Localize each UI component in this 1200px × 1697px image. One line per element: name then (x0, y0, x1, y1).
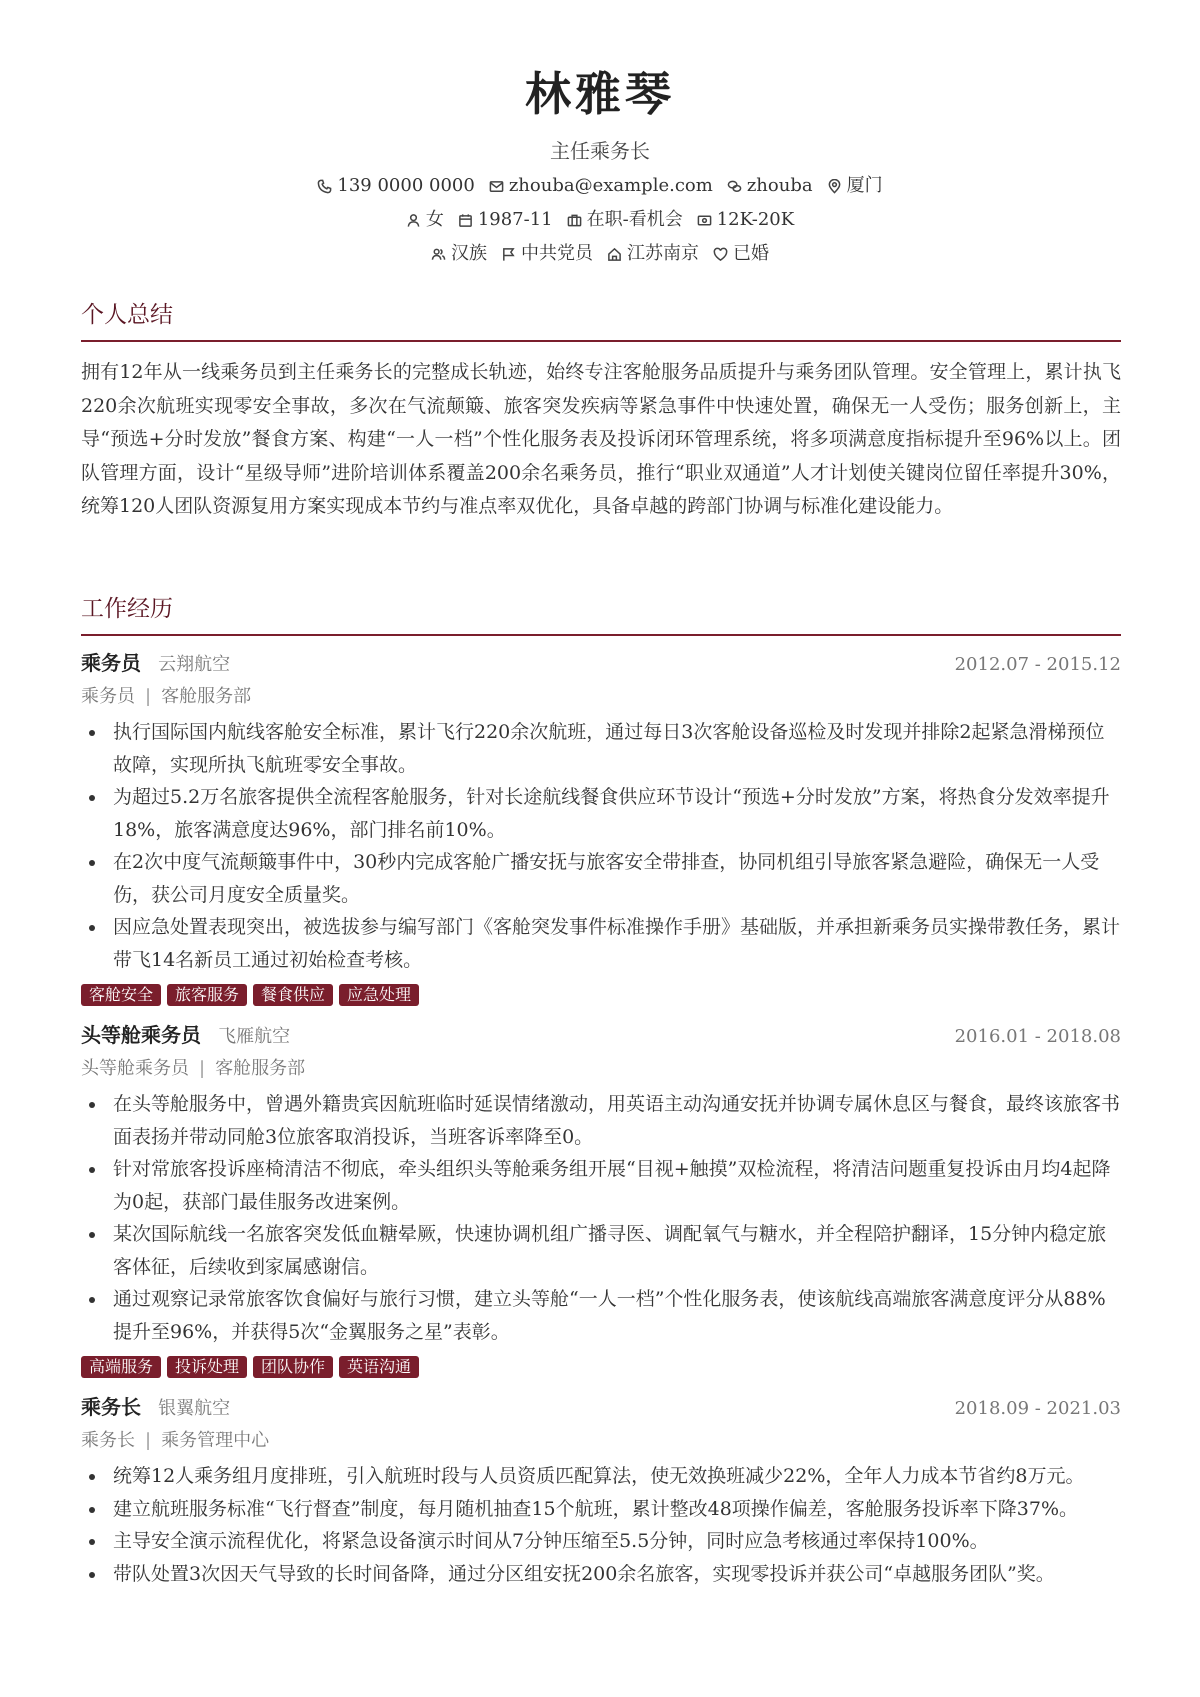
info-birth: 1987-11 (458, 206, 553, 234)
wechat-icon (727, 179, 742, 194)
bullet-item: 执行国际国内航线客舱安全标准，累计飞行220余次航班，通过每日3次客舱设备巡检及时发现并排除2起紧急滑梯预位故障，实现所执飞航班零安全事故。 (81, 716, 1121, 781)
location-icon (827, 179, 842, 194)
job-company: 云翔航空 (158, 654, 231, 675)
job-bullets (81, 1460, 1121, 1590)
contact-location: 厦门 (827, 172, 883, 200)
job-tags (81, 1356, 1121, 1378)
bullet-item: 在头等舱服务中，曾遇外籍贵宾因航班临时延误情绪激动，用英语主动沟通安抚并协调专属休息区与餐食，最终该旅客书面表扬并带动同舱3位旅客取消投诉，当班客诉率降至0。 (81, 1088, 1121, 1153)
skill-tag: 应急处理 (339, 984, 419, 1006)
info-status: 在职-看机会 (567, 206, 683, 234)
job-department: 客舱服务部 (161, 686, 252, 707)
skill-tag: 投诉处理 (167, 1356, 247, 1378)
separator: | (199, 1058, 206, 1079)
mail-icon (489, 179, 504, 194)
job-role-line (81, 682, 1121, 712)
job-bullets (81, 716, 1121, 976)
info-salary: 12K-20K (697, 206, 794, 234)
briefcase-icon (567, 213, 582, 228)
skill-tag: 餐食供应 (253, 984, 333, 1006)
job-date: 2018.09 - 2021.03 (954, 1398, 1121, 1419)
separator: | (145, 686, 152, 707)
job-bullets (81, 1088, 1121, 1348)
heart-icon (713, 247, 728, 262)
bullet-item: 在2次中度气流颠簸事件中，30秒内完成客舱广播安抚与旅客安全带排查，协同机组引导旅客紧急避险，确保无一人受伤，获公司月度安全质量奖。 (81, 846, 1121, 911)
job-company: 飞雁航空 (218, 1026, 291, 1047)
info-political: 中共党员 (501, 240, 593, 268)
skill-tag: 客舱安全 (81, 984, 161, 1006)
money-icon (697, 213, 712, 228)
bullet-item: 针对常旅客投诉座椅清洁不彻底，牵头组织头等舱乘务组开展“目视+触摸”双检流程，将清洁问题重复投诉由月均4起降为0起，获部门最佳服务改进案例。 (81, 1153, 1121, 1218)
info-marital: 已婚 (713, 240, 769, 268)
contact-row-1 (0, 172, 1200, 200)
summary-text: 拥有12年从一线乘务员到主任乘务长的完整成长轨迹，始终专注客舱服务品质提升与乘务团队管理。安全管理上，累计执飞220余次航班实现零安全事故，多次在气流颠簸、旅客突发疾病等紧急事件中快速处置，确保无一人受伤；服务创新上，主导“预选+分时发放”餐食方案、构建“一人一档”个性化服务表及投诉闭环管理系统，将多项满意度指标提升至96%以上。团队管理方面，设计“星级导师”进阶培训体系覆盖200余名乘务员，推行“职业双通道”人才计划使关键岗位留任率提升30%，统筹120人团队资源复用方案实现成本节约与准点率双优化，具备卓越的跨部门协调与标准化建设能力。 (81, 361, 1121, 517)
job-role-line (81, 1054, 1121, 1084)
candidate-name: 林雅琴 (525, 67, 675, 121)
info-ethnicity: 汉族 (431, 240, 487, 268)
people-icon (431, 247, 446, 262)
skill-tag: 旅客服务 (167, 984, 247, 1006)
bullet-item: 主导安全演示流程优化，将紧急设备演示时间从7分钟压缩至5.5分钟，同时应急考核通过率保持100%。 (81, 1525, 1121, 1558)
job-role: 头等舱乘务员 (81, 1058, 189, 1079)
home-icon (607, 247, 622, 262)
job-date: 2012.07 - 2015.12 (954, 654, 1121, 675)
contact-phone[interactable]: 139 0000 0000 (317, 172, 474, 200)
job-company: 银翼航空 (158, 1398, 231, 1419)
user-icon (406, 213, 421, 228)
resume-header (0, 0, 1200, 268)
separator: | (145, 1430, 152, 1451)
skill-tag: 团队协作 (253, 1356, 333, 1378)
contact-row-2 (0, 206, 1200, 234)
info-gender: 女 (406, 206, 444, 234)
bullet-item: 为超过5.2万名旅客提供全流程客舱服务，针对长途航线餐食供应环节设计“预选+分时发放”方案，将热食分发效率提升18%，旅客满意度达96%，部门排名前10%。 (81, 781, 1121, 846)
experience-heading: 工作经历 (81, 592, 1121, 636)
job-entry (81, 1020, 1121, 1378)
job-title: 头等舱乘务员 (81, 1023, 201, 1047)
job-entry (81, 1392, 1121, 1590)
skill-tag: 英语沟通 (339, 1356, 419, 1378)
job-entry (81, 648, 1121, 1006)
job-title: 乘务员 (81, 651, 141, 675)
bullet-item: 某次国际航线一名旅客突发低血糖晕厥，快速协调机组广播寻医、调配氧气与糖水，并全程陪护翻译，15分钟内稳定旅客体征，后续收到家属感谢信。 (81, 1218, 1121, 1283)
summary-heading: 个人总结 (81, 298, 1121, 342)
job-date: 2016.01 - 2018.08 (954, 1026, 1121, 1047)
info-hometown: 江苏南京 (607, 240, 699, 268)
job-department: 乘务管理中心 (161, 1430, 270, 1451)
flag-icon (501, 247, 516, 262)
calendar-icon (458, 213, 473, 228)
bullet-item: 因应急处置表现突出，被选拔参与编写部门《客舱突发事件标准操作手册》基础版，并承担新乘务员实操带教任务，累计带飞14名新员工通过初始检查考核。 (81, 911, 1121, 976)
skill-tag: 高端服务 (81, 1356, 161, 1378)
job-title: 乘务长 (81, 1395, 141, 1419)
job-role-line (81, 1426, 1121, 1456)
job-department: 客舱服务部 (215, 1058, 306, 1079)
bullet-item: 统筹12人乘务组月度排班，引入航班时段与人员资质匹配算法，使无效换班减少22%，全年人力成本节省约8万元。 (81, 1460, 1121, 1493)
bullet-item: 通过观察记录常旅客饮食偏好与旅行习惯，建立头等舱“一人一档”个性化服务表，使该航线高端旅客满意度评分从88%提升至96%，并获得5次“金翼服务之星”表彰。 (81, 1283, 1121, 1348)
phone-icon (317, 179, 332, 194)
contact-row-3 (0, 240, 1200, 268)
bullet-item: 带队处置3次因天气导致的长时间备降，通过分区组安抚200余名旅客，实现零投诉并获公司“卓越服务团队”奖。 (81, 1558, 1121, 1591)
bullet-item: 建立航班服务标准“飞行督查”制度，每月随机抽查15个航班，累计整改48项操作偏差，客舱服务投诉率下降37%。 (81, 1493, 1121, 1526)
summary-section (81, 298, 1121, 524)
job-tags (81, 984, 1121, 1006)
experience-section (81, 592, 1121, 1590)
job-role: 乘务长 (81, 1430, 135, 1451)
candidate-title: 主任乘务长 (550, 139, 650, 163)
job-role: 乘务员 (81, 686, 135, 707)
contact-wechat[interactable]: zhouba (727, 172, 813, 200)
contact-email[interactable]: zhouba@example.com (489, 172, 713, 200)
